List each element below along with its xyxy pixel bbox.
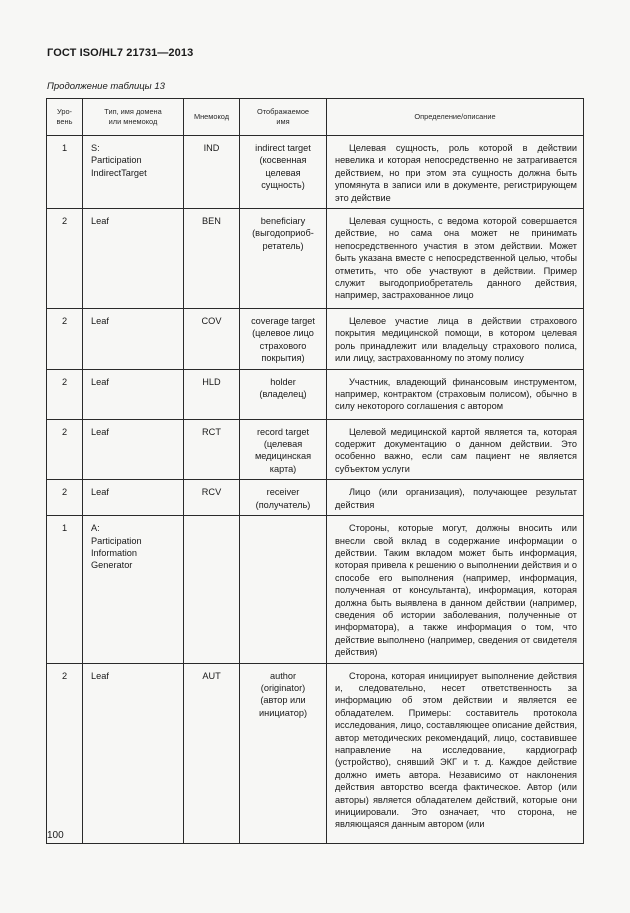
page-number: 100 (47, 830, 64, 841)
display-name-cell-text: author (originator) (автор или инициатор) (258, 670, 308, 718)
level-cell-text: 1 (61, 523, 68, 534)
type-cell (83, 480, 184, 516)
definition-cell-text: Целевой медицинской картой является та, которая содержит документацию о данном действии. Это особенно важно, если сам пациент не является субъектом услуги (335, 426, 577, 474)
type-cell-text: Leaf (91, 376, 109, 387)
mnemonic-cell (184, 369, 240, 419)
type-cell (83, 663, 184, 843)
mnemonic-cell-text: HLD (202, 376, 221, 387)
column-header-mnemonic: Мнемокод (184, 99, 240, 136)
definition-cell-text: Сторона, которая инициирует выполнение действия и, следовательно, несет ответственность за информацию об этом действии и является ее обладателем. Примеры: составитель протокола исследования, лицо, составляющее описание действия, автор методических рекомендаций, лицо, составившее направление на исследование, кардиограф (устройство), снявший ЭКГ и т. д. Каждое действие должно иметь автора. Независимо от наклонения действия авторство всегда фактическое. Автор (или авторы) является обладателем действий, которые они инициировали. Это означает, что сторона, не являющаяся данным автором (или (335, 670, 577, 830)
level-cell-text: 2 (61, 316, 68, 327)
column-header-definition: Определение/описание (327, 99, 584, 136)
table-row (47, 516, 584, 663)
mnemonic-cell-text: AUT (202, 670, 221, 681)
table-row (47, 419, 584, 480)
definition-cell (327, 209, 584, 309)
definition-cell-text: Целевая сущность, роль которой в действии невелика и которая непосредственно не затрагивается действием, но при этом эта сущность должна быть упомянута в записи или в документе, регистрирующем это действие (335, 143, 577, 203)
type-cell-text: A: Participation Information Generator (91, 523, 142, 571)
level-cell-text: 2 (61, 670, 68, 681)
definition-cell-text: Целевое участие лица в действии страхового покрытия медицинской помощи, в котором целевая роль принадлежит или владельцу страхового полиса, или лицу, застрахованному по этому полису (335, 316, 577, 364)
display-name-cell-text: indirect target (косвенная целевая сущность) (255, 143, 311, 191)
mnemonic-cell-text: RCV (201, 487, 222, 498)
level-cell (47, 369, 83, 419)
table-body (47, 136, 584, 844)
mnemonic-cell-text: RCT (202, 426, 221, 437)
level-cell (47, 309, 83, 370)
type-cell-text: S: Participation IndirectTarget (91, 143, 147, 178)
mnemonic-cell (184, 309, 240, 370)
level-cell-text: 1 (61, 143, 68, 153)
type-cell (83, 136, 184, 209)
level-cell-text: 2 (61, 487, 68, 498)
table-row (47, 480, 584, 516)
mnemonic-cell (184, 480, 240, 516)
display-name-cell (240, 516, 327, 663)
definitions-table (46, 98, 584, 844)
definition-cell (327, 663, 584, 843)
definition-cell (327, 516, 584, 663)
display-name-cell-text: beneficiary (выгодоприоб- ретатель) (252, 216, 314, 251)
level-cell-text: 2 (61, 426, 68, 437)
column-header-type: Тип, имя домена или мнемокод (83, 99, 184, 136)
display-name-cell (240, 369, 327, 419)
type-cell (83, 419, 184, 480)
mnemonic-cell-text: IND (203, 143, 220, 153)
document-header: ГОСТ ISO/HL7 21731—2013 (47, 47, 194, 59)
level-cell-text: 2 (61, 216, 68, 227)
mnemonic-cell (184, 209, 240, 309)
level-cell (47, 480, 83, 516)
type-cell (83, 309, 184, 370)
type-cell (83, 369, 184, 419)
column-header-level: Уро- вень (47, 99, 83, 136)
display-name-cell (240, 136, 327, 209)
display-name-cell (240, 309, 327, 370)
level-cell (47, 209, 83, 309)
display-name-cell (240, 209, 327, 309)
type-cell-text: Leaf (91, 426, 109, 437)
type-cell (83, 516, 184, 663)
display-name-cell-text: holder (владелец) (259, 376, 307, 400)
type-cell-text: Leaf (91, 216, 109, 227)
definition-cell (327, 369, 584, 419)
type-cell-text: Leaf (91, 316, 109, 327)
level-cell (47, 663, 83, 843)
table-row (47, 663, 584, 843)
column-header-display-name: Отображаемое имя (240, 99, 327, 136)
type-cell (83, 209, 184, 309)
display-name-cell-text: receiver (получатель) (255, 487, 311, 510)
definition-cell (327, 419, 584, 480)
mnemonic-cell (184, 136, 240, 209)
mnemonic-cell (184, 663, 240, 843)
definition-cell-text: Участник, владеющий финансовым инструментом, например, контрактом (страховым полисом), обычно в силу некоторого соглашения с автором (335, 376, 577, 412)
table-caption: Продолжение таблицы 13 (47, 81, 165, 92)
mnemonic-cell-text: BEN (202, 216, 221, 227)
display-name-cell-text: coverage target (целевое лицо страхового покрытия) (251, 316, 315, 364)
level-cell (47, 516, 83, 663)
definition-cell-text: Стороны, которые могут, должны вносить или внесли свой вклад в содержание информации о действии. Таким вкладом может быть информация, которая привела к решению о выполнении действия и о способе его выполнения (например, информация, полученная от консультанта), информация, которая должна быть выявлена в данном действии (например, сведения об истории заболевания, полученные от информатора), а также информация о том, что действие выполнено (например, сведения от свидетеля действия) (335, 523, 577, 658)
table-row (47, 136, 584, 209)
definition-cell (327, 480, 584, 516)
level-cell (47, 419, 83, 480)
mnemonic-cell (184, 516, 240, 663)
display-name-cell-text: record target (целевая медицинская карта) (254, 426, 312, 474)
level-cell (47, 136, 83, 209)
mnemonic-cell-text: COV (201, 316, 222, 327)
level-cell-text: 2 (61, 376, 68, 387)
type-cell-text: Leaf (91, 670, 109, 681)
table-row (47, 369, 584, 419)
definition-cell (327, 136, 584, 209)
table-header-row (47, 99, 584, 136)
display-name-cell (240, 663, 327, 843)
mnemonic-cell (184, 419, 240, 480)
table-row (47, 209, 584, 309)
definition-cell-text: Целевая сущность, с ведома которой совершается действие, но сама она может не принимать непосредственного участия в этом действии. Может быть указана вместе с непосредственной целью, чтобы отметить, что обе участвуют в действии. Пример служит выгодоприобретатель данного действия, например, застрахованное лицо (335, 216, 577, 301)
type-cell-text: Leaf (91, 487, 109, 498)
definition-cell (327, 309, 584, 370)
definition-cell-text: Лицо (или организация), получающее результат действия (335, 487, 577, 510)
display-name-cell (240, 480, 327, 516)
display-name-cell (240, 419, 327, 480)
table-row (47, 309, 584, 370)
